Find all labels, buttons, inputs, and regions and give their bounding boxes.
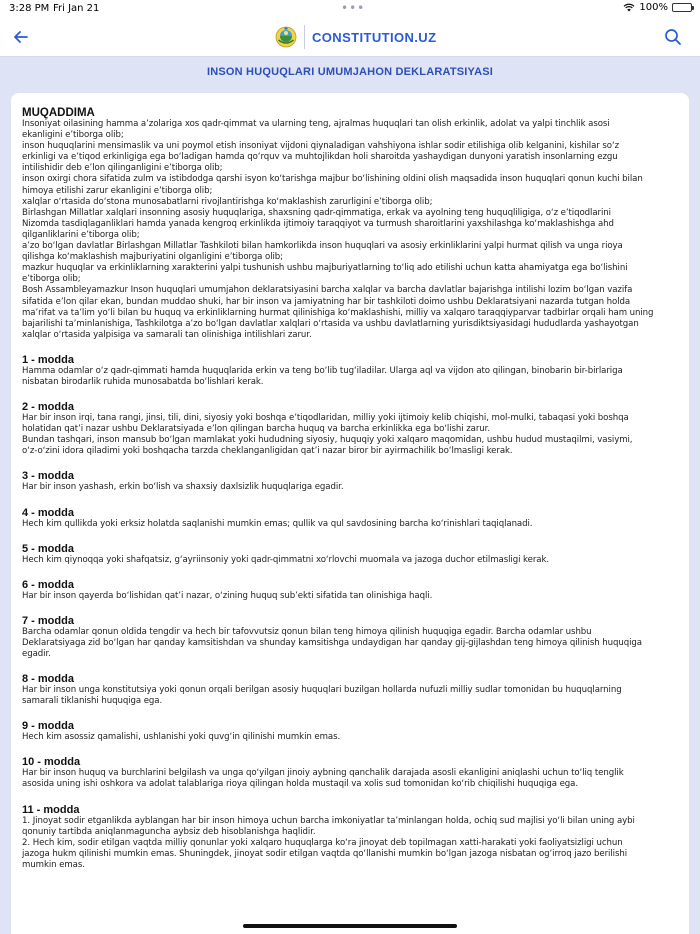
article-heading: 6 - modda <box>22 578 74 591</box>
text-line: Deklaratsiyaga zid bo‘lgan har qanday kamsitishdan va shunday kamsitishga undaydigan har qanday gij-gijlashdan teng himoya qilinish huquqiga <box>22 637 642 648</box>
section-text <box>22 413 678 457</box>
text-line: Birlashgan Millatlar xalqlari insonning asosiy huquqlariga, shaxsning qadr-qimmatiga, erkak va ayolning teng huquqliligiga, o‘z e’tiqodlarini <box>22 207 611 218</box>
text-line: sifatida e’lon qilar ekan, bundan muddao shuki, har bir inson va jamiyatning har bir tashkiloti doimo ushbu Deklaratsiyani nazarda tutgan holda <box>22 296 631 307</box>
text-line: jazoga hukm qilinishi mumkin emas. Shuningdek, jinoyat sodir etilgan vaqtda qo‘llanishi mumkin bo‘lgan jazoga nisbatan og‘irroq jazo berilishi <box>22 848 628 859</box>
section-text <box>22 732 678 743</box>
section-text <box>22 366 678 388</box>
text-line: inson huquqlarini mensimaslik va uni poymol etish insoniyat vijdoni qiynaladigan vahshiyona ishlar sodir etilishiga olib kelganini, kishilar so‘z <box>22 141 620 152</box>
text-line: o‘z-o‘zini idora qiladimi yoki boshqacha tarzda cheklanganligidan qat’i nazar biror bir ayirmachilik bo‘lmasligi kerak. <box>22 446 513 457</box>
article-section <box>22 673 678 707</box>
nav-bar <box>0 17 700 57</box>
text-line: intilishidir deb e’lon qilinganligini e’tiborga olib; <box>22 163 223 174</box>
search-button[interactable] <box>662 26 684 48</box>
section-text <box>22 816 678 871</box>
text-line: bajarilishi ta’minlanishiga, Tashkilotga a’zo bo‘lgan davlatlar xalqlari o‘rtasida va ushbu davlatlarning yurisdiktsiyasidagi hududlarda yashayotgan <box>22 318 639 329</box>
text-line: nisbatan birodarlik ruhida munosabatda bo‘lishlari kerak. <box>22 376 264 387</box>
text-line: Hech kim qullikda yoki erksiz holatda saqlanishi mumkin emas; qullik va qul savdosining barcha ko‘rinishlari taqiqlanadi. <box>22 518 533 529</box>
article-heading: 2 - modda <box>22 401 74 414</box>
text-line: Har bir inson yashash, erkin bo‘lish va shaxsiy daxlsizlik huquqlariga egadir. <box>22 482 344 493</box>
text-line: inson oxirgi chora sifatida zulm va istibdodga qarshi isyon ko‘tarishga majbur bo‘lishining oldini olish maqsadida inson huquqlari qonun kuchi bilan <box>22 174 643 185</box>
article-section <box>22 470 678 493</box>
text-line: xalqlar o‘rtasida yalpisiga va samarali tan olinishiga intilishlari zarur. <box>22 329 312 340</box>
article-heading: 4 - modda <box>22 506 74 519</box>
search-icon <box>662 26 684 48</box>
back-button[interactable] <box>10 26 32 48</box>
text-line: Bundan tashqari, inson mansub bo‘lgan mamlakat yoki hududning siyosiy, huquqiy yoki xalqaro maqomidan, ushbu hudud mustaqilmi, vasiymi, <box>22 435 633 446</box>
wifi-icon <box>623 3 635 12</box>
article-section <box>22 615 678 660</box>
text-line: xalqlar o‘rtasida do‘stona munosabatlarni rivojlantirishga ko‘maklashish zarurligini e’tiborga olib; <box>22 196 433 207</box>
article-section <box>22 756 678 790</box>
text-line: qilishga ko‘maklashish majburiyatini olganligini e’tiborga olib; <box>22 252 283 263</box>
preamble-heading: MUQADDIMA <box>22 107 95 119</box>
text-line: erkinligi va e’tiqod erkinligiga ega bo‘ladigan hamda qo‘rquv va muhtojlikdan holi sharoitda yashaydigan dunyoni yaratish insonlarning ezgu <box>22 152 618 163</box>
status-bar <box>0 0 700 17</box>
section-text <box>22 591 678 602</box>
section-text <box>22 627 678 660</box>
text-line: Har bir inson unga konstitutsiya yoki qonun orqali berilgan asosiy huquqlari buzilgan hollarda nufuzli milliy sudlar tomonidan bu huquqlarning <box>22 685 622 696</box>
article-heading: 9 - modda <box>22 720 74 733</box>
status-time: 3:28 PM <box>9 3 50 14</box>
section-text <box>22 768 678 790</box>
article-section <box>22 720 678 743</box>
text-line: ekanligini e’tiborga olib; <box>22 130 124 141</box>
text-line: 1. Jinoyat sodir etganlikda ayblangan har bir inson himoya uchun barcha imkoniyatlar ta’minlangan holda, ochiq sud majlisi yo‘li bilan uning aybi <box>22 815 635 826</box>
brand-logo[interactable] <box>275 24 436 50</box>
article-heading: 7 - modda <box>22 614 74 627</box>
brand-separator <box>304 25 305 49</box>
article-section <box>22 401 678 457</box>
section-text <box>22 555 678 566</box>
text-line: egadir. <box>22 649 51 659</box>
text-line: Har bir inson huquq va burchlarini belgilash va unga qo‘yilgan jinoiy aybning qanchalik darajada asosli ekanligini aniqlashi uchun to‘liq tenglik <box>22 768 624 779</box>
text-line: Insoniyat oilasining hamma a’zolariga xos qadr-qimmat va ularning teng, ajralmas huquqlari tan olish erkinlik, adolat va yalpi tinchlik asosi <box>22 119 610 129</box>
text-line: Nizomda tasdiqlaganliklari hamda yanada kengroq erkinlikda ijtimoiy taraqqiyot va turmush sharoitlarini yaxshilashga ko‘maklashishga ahd <box>22 218 614 229</box>
text-line: mumkin emas. <box>22 859 85 870</box>
article-heading: 10 - modda <box>22 756 81 769</box>
article-heading: 1 - modda <box>22 353 74 366</box>
article-heading: 11 - modda <box>22 803 80 816</box>
text-line: ma’rifat va ta’lim yo‘li bilan bu huquq va erkinliklarning hurmat qilinishiga ko‘maklashishi, milliy va xalqaro taraqqiyparvar tadbirlar orqali ham uning <box>22 307 654 318</box>
text-line: holatidan qat’i nazar ushbu Deklaratsiyada e’lon qilingan barcha huquq va barcha erkinlikka ega bo‘lishi zarur. <box>22 424 490 435</box>
article-section <box>22 354 678 388</box>
article-heading: 3 - modda <box>22 470 74 483</box>
section-text <box>22 685 678 707</box>
text-line: qonuniy tartibda aniqlanmaguncha aybsiz deb hisoblanishga haqlidir. <box>22 826 316 837</box>
text-line: Har bir inson qayerda bo‘lishidan qat’i nazar, o‘zining huquq sub’ekti sifatida tan olinishiga haqli. <box>22 590 433 601</box>
article-section <box>22 543 678 566</box>
section-text <box>22 519 678 530</box>
status-right <box>623 2 692 13</box>
document-body <box>22 107 678 871</box>
status-date: Fri Jan 21 <box>53 3 100 14</box>
text-line: Har bir inson irqi, tana rangi, jinsi, tili, dini, siyosiy yoki boshqa e’tiqodlaridan, milliy yoki ijtimoiy kelib chiqishi, mol-mulki, tabaqasi yoki boshqa <box>22 413 629 424</box>
text-line: mazkur huquqlar va erkinliklarning xarakterini yalpi tushunish ushbu majburiyatlarning to‘liq ado etilishi uchun katta ahamiyatga ega bo‘lishini <box>22 263 628 274</box>
text-line: Barcha odamlar qonun oldida tengdir va hech bir tafovvutsiz qonun bilan teng himoya qilinish huquqiga egadir. Barcha odamlar ushbu <box>22 626 592 637</box>
text-line: Bosh Assambleyamazkur Inson huquqlari umumjahon deklaratsiyasini barcha xalqlar va barcha davlatlar bajarishga intilishi lozim bo‘lgan vazifa <box>22 285 633 296</box>
home-indicator[interactable] <box>243 924 457 928</box>
article-heading: 8 - modda <box>22 673 74 686</box>
text-line: 2. Hech kim, sodir etilgan vaqtda milliy qonunlar yoki xalqaro huquqlarga ko‘ra jinoyat deb topilmagan xatti-harakati yoki faoliyatsizligi uchun <box>22 837 623 848</box>
article-section <box>22 507 678 530</box>
preamble-section <box>22 107 678 341</box>
text-line: qilganliklarini e’tiborga olib; <box>22 229 140 240</box>
text-line: himoya etilishi zarur ekanligini e’tiborga olib; <box>22 185 213 196</box>
brand-title: CONSTITUTION.UZ <box>312 29 437 45</box>
battery-percent: 100% <box>639 2 668 13</box>
text-line: e’tiborga olib; <box>22 274 81 285</box>
section-text <box>22 482 678 493</box>
page-title: INSON HUQUQLARI UMUMJAHON DEKLARATSIYASI <box>206 66 494 78</box>
text-line: asosida uning ishi oshkora va adolat talablariga rioya qilingan holda mustaqil va xolis sud tomonidan ko‘rib chiqilishi huquqiga ega. <box>22 779 578 790</box>
arrow-left-icon <box>10 26 32 48</box>
section-text <box>22 119 678 341</box>
battery-icon <box>672 3 692 12</box>
article-section <box>22 579 678 602</box>
text-line: a’zo bo‘lgan davlatlar Birlashgan Millatlar Tashkiloti bilan hamkorlikda inson huquqlari va asosiy erkinliklarini yalpi hurmat qilish va unga rioya <box>22 241 623 252</box>
article-section <box>22 804 678 871</box>
multitasking-dots[interactable]: ••• <box>341 1 366 15</box>
uzbekistan-emblem-icon <box>275 26 297 48</box>
text-line: samarali tiklanishi huquqiga ega. <box>22 696 163 707</box>
text-line: Hech kim qiynoqqa yoki shafqatsiz, g‘ayriinsoniy yoki qadr-qimmatni xo‘rlovchi muomala va jazoga duchor etilmasligi kerak. <box>22 554 550 565</box>
text-line: Hech kim asossiz qamalishi, ushlanishi yoki quvg‘in qilinishi mumkin emas. <box>22 732 341 743</box>
document-card[interactable] <box>11 93 689 934</box>
text-line: Hamma odamlar o‘z qadr-qimmati hamda huquqlarida erkin va teng bo‘lib tug‘iladilar. Ularga aql va vijdon ato qilingan, binobarin bir-birlariga <box>22 365 623 376</box>
article-heading: 5 - modda <box>22 542 74 555</box>
